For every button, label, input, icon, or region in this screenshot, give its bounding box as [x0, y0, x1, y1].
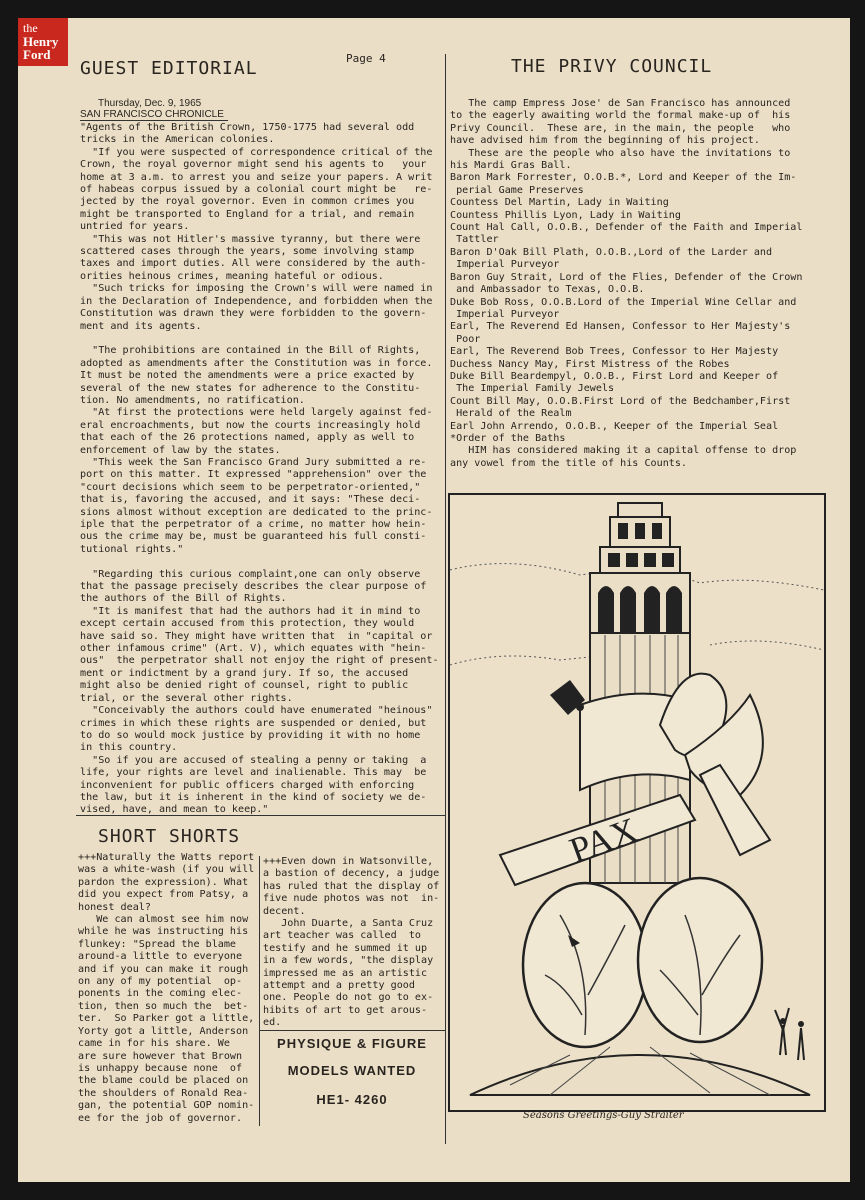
page-number: Page 4	[346, 52, 386, 65]
short-shorts-divider	[259, 856, 260, 1126]
short-shorts-title: SHORT SHORTS	[98, 826, 241, 847]
editorial-source: SAN FRANCISCO CHRONICLE	[80, 109, 228, 121]
short-shorts-rule	[76, 815, 445, 816]
guest-editorial-title: GUEST EDITORIAL	[80, 58, 258, 79]
editorial-dateline	[80, 98, 228, 121]
newspaper-page	[18, 18, 850, 1182]
logo-line-1: the	[23, 21, 38, 35]
short-shorts-col-1: +++Naturally the Watts report was a white-wash (if you will pardon the expression). What did you expect from Patsy, a honest deal? We can almost see him now while he was instructing his flunkey: "Spread the blame around-a little to everyone and if you can make it rough on any of my potential op- ponents in the coming elec- tion, then so much the bet- ter. So Parker got a little, Yorty got a little, Anderson came in for his share. We are sure however that Brown is unhappy because none of the blame could be placed on the shoulders of Ronald Rea- gan, the potential GOP nomin- ee for the job of governor.	[78, 852, 255, 1124]
coit-tower-illustration	[448, 493, 826, 1112]
pax-banner: PAX	[564, 809, 643, 871]
ad-phone: HE1- 4260	[316, 1092, 388, 1107]
privy-council-text: The camp Empress Jose' de San Francisco has announced to the eagerly awaiting world the formal make-up of his Privy Council. These are, in the main, the people who have advised him from the beginning of his project. These are the people who also have the invitations to his Mardi Gras Ball. Baron Mark Forrester, O.O.B.*, Lord and Keeper of the Im- perial Game Preserves Countess Del Martin, Lady in Waiting Countess Phillis Lyon, Lady in Waiting Count Hal Call, O.O.B., Defender of the Faith and Imperial Tattler Baron D'Oak Bill Plath, O.O.B.,Lord of the Larder and Imperial Purveyor Baron Guy Strait, Lord of the Flies, Defender of the Crown and Ambassador to Texas, O.O.B. Duke Bob Ross, O.O.B.Lord of the Imperial Wine Cellar and Imperial Purveyor Earl, The Reverend Ed Hansen, Confessor to Her Majesty's Poor Earl, The Reverend Bob Trees, Confessor to Her Majesty Duchess Nancy May, First Mistress of the Robes Duke Bill Beardempyl, O.O.B., First Lord and Keeper of The Imperial Family Jewels Count Bill May, O.O.B.First Lord of the Bedchamber,First Herald of the Realm Earl John Arrendo, O.O.B., Keeper of the Imperial Seal *Order of the Baths HIM has considered making it a capital offense to drop any vowel from the title of his Counts.	[450, 98, 803, 469]
logo-line-3: Ford	[23, 47, 51, 62]
short-shorts-col-2: +++Even down in Watsonville, a bastion of decency, a judge has ruled that the display of five nude photos was not in- decent. John Duarte, a Santa Cruz art teacher was called to testify and he summed it up in a few words, "the display impressed me as an artistic attempt and a pretty good one. People do not go to ex- hibits of art to get arous- ed.	[263, 856, 440, 1029]
models-wanted-ad	[262, 1036, 442, 1107]
logo-line-2: Henry	[23, 34, 59, 49]
henry-ford-logo	[18, 18, 68, 66]
guest-editorial-text: "Agents of the British Crown, 1750-1775 had several odd tricks in the American colonies. "If you were suspected of correspondence critical of the Crown, the royal governor might send his agents to your home at 3 a.m. to arrest you and seize your papers. A writ of habeas corpus issued by a colonial court might be re- jected by the royal governor. Even in common crimes you might be transported to England for a trial, and remain untried for years. "This was not Hitler's massive tyranny, but there were scattered cases through the years, some involving stamp taxes and import duties. All were considered by the auth- orities heinous crimes, meaning hateful or odious. "Such tricks for imposing the Crown's will were named in in the Declaration of Independence, and forbidden when the Constitution was drawn they were forbidden to the govern- ment and its agents. "The prohibitions are contained in the Bill of Rights, adopted as amendments after the Constitution was in force. It must be noted the amendments were a price exacted by several of the new states for adherence to the Constitu- tion. No amendments, no ratification. "At first the protections were held largely against fed- eral encroachments, but now the courts increasingly hold that each of the 26 protections named, apply as well to enforcement of law by the states. "This week the San Francisco Grand Jury submitted a re- port on this matter. It expressed "apprehension" over the "court decisions which seem to be perpetrator-oriented," that is, favoring the accused, and it says: "These deci- sions almost without exception are dedicated to the princ- iple that the perpetrator of a crime, no matter how hein- ous the crime may be, must be guaranteed his full consti- tutional rights." "Regarding this curious complaint,one can only observe that the passage precisely describes the clear purpose of the authors of the Bill of Rights. "It is manifest that had the authors had it in mind to except certain accused from this protection, they would have said so. They might have written that in "capital or other infamous crime" (Art. V), which equates with "hein- ous" the perpetrator shall not enjoy the right of present- ment or indictment by a grand jury. If so, the accused might also be denied right of counsel, right to public trial, or the several other rights. "Conceivably the authors could have enumerated "heinous" crimes in which these rights are suspended or denied, but to do so would mock justice by providing it with no home in this country. "So if you are accused of stealing a penny or taking a life, your rights are level and inalienable. This may be inconvenient for public officers charged with enforcing the law, but it is inherent in the kind of society we de- vised, have, and mean to keep."	[80, 122, 439, 816]
illustration-caption: Seasons Greetings-Guy Straiter	[523, 1110, 684, 1121]
ad-line-2: MODELS WANTED	[287, 1063, 417, 1078]
editorial-date: Thursday, Dec. 9, 1965	[98, 98, 202, 109]
column-divider	[445, 54, 446, 1144]
ad-rule	[259, 1030, 445, 1031]
privy-council-title: THE PRIVY COUNCIL	[511, 56, 713, 77]
tower-drawing	[450, 495, 824, 1110]
ad-line-1: PHYSIQUE & FIGURE	[277, 1036, 427, 1051]
